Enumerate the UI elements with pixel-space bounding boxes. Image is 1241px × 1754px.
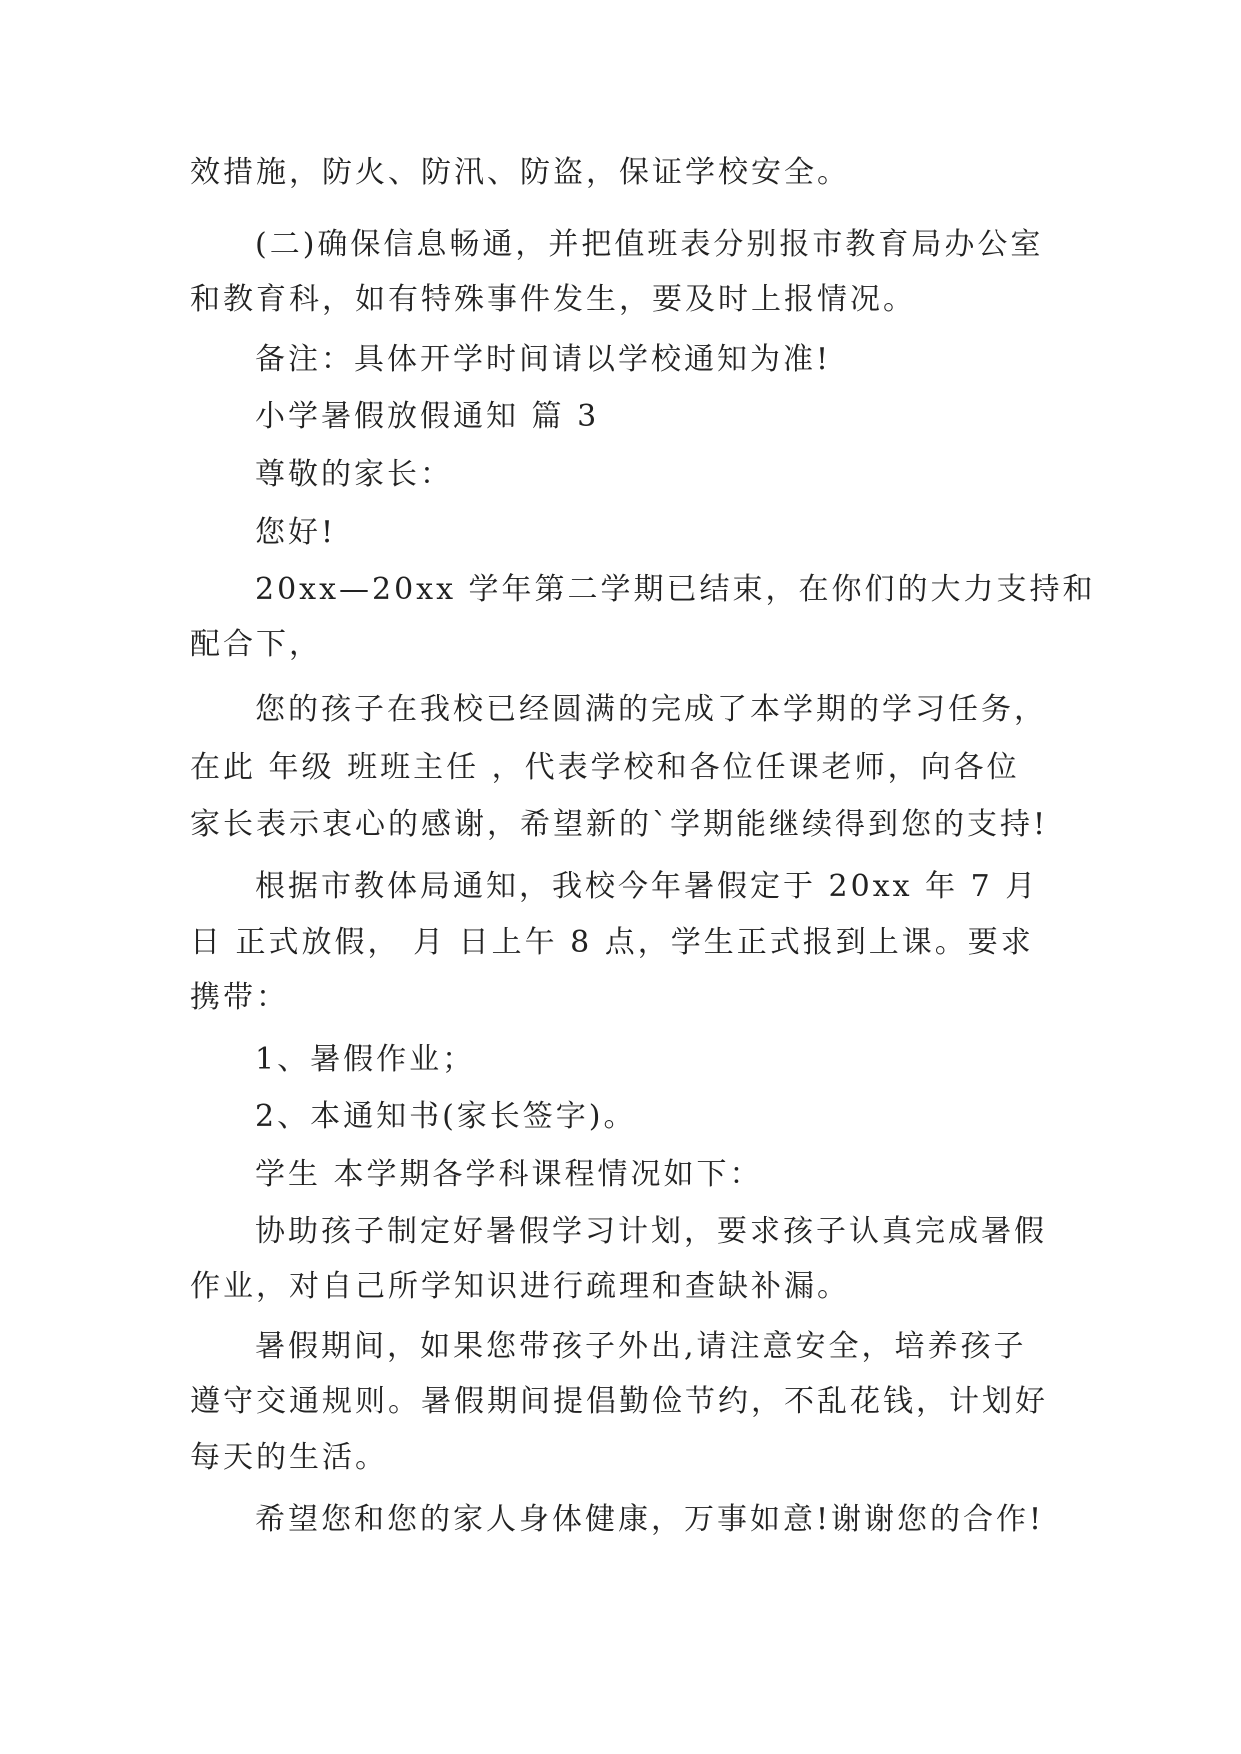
greeting: 您好! — [255, 515, 337, 550]
text-line: 作业，对自己所学知识进行疏理和查缺补漏。 — [190, 1269, 850, 1304]
text-line: (二)确保信息畅通，并把值班表分别报市教育局办公室 — [255, 227, 1044, 262]
text-line: 在此 年级 班班主任 ，代表学校和各位任课老师，向各位 — [190, 750, 1020, 785]
text-line: 暑假期间，如果您带孩子外出,请注意安全，培养孩子 — [255, 1329, 1027, 1364]
salutation: 尊敬的家长： — [255, 457, 453, 492]
text-line: 携带： — [190, 980, 289, 1015]
text-line: 效措施，防火、防汛、防盗，保证学校安全。 — [190, 155, 850, 190]
text-line: 每天的生活。 — [190, 1440, 388, 1475]
text-line: 日 正式放假， 月 日上午 8 点，学生正式报到上课。要求 — [190, 925, 1034, 960]
text-line: 学生 本学期各学科课程情况如下： — [255, 1157, 763, 1192]
text-line: 遵守交通规则。暑假期间提倡勤俭节约，不乱花钱，计划好 — [190, 1384, 1048, 1419]
text-line: 您的孩子在我校已经圆满的完成了本学期的学习任务， — [255, 692, 1047, 727]
text-line: 配合下， — [190, 627, 322, 662]
text-line: 备注：具体开学时间请以学校通知为准! — [255, 342, 832, 377]
text-line: 和教育科，如有特殊事件发生，要及时上报情况。 — [190, 282, 916, 317]
closing-line: 希望您和您的家人身体健康，万事如意!谢谢您的合作! — [255, 1502, 1045, 1537]
text-line: 家长表示衷心的感谢，希望新的`学期能继续得到您的支持! — [190, 807, 1049, 842]
text-line: 20xx—20xx 学年第二学期已结束，在你们的大力支持和 — [255, 572, 1096, 607]
list-item: 1、暑假作业； — [255, 1042, 476, 1077]
section-heading: 小学暑假放假通知 篇 3 — [255, 399, 600, 434]
text-line: 根据市教体局通知，我校今年暑假定于 20xx 年 7 月 — [255, 869, 1039, 904]
text-line: 协助孩子制定好暑假学习计划，要求孩子认真完成暑假 — [255, 1214, 1047, 1249]
list-item: 2、本通知书(家长签字)。 — [255, 1099, 637, 1134]
